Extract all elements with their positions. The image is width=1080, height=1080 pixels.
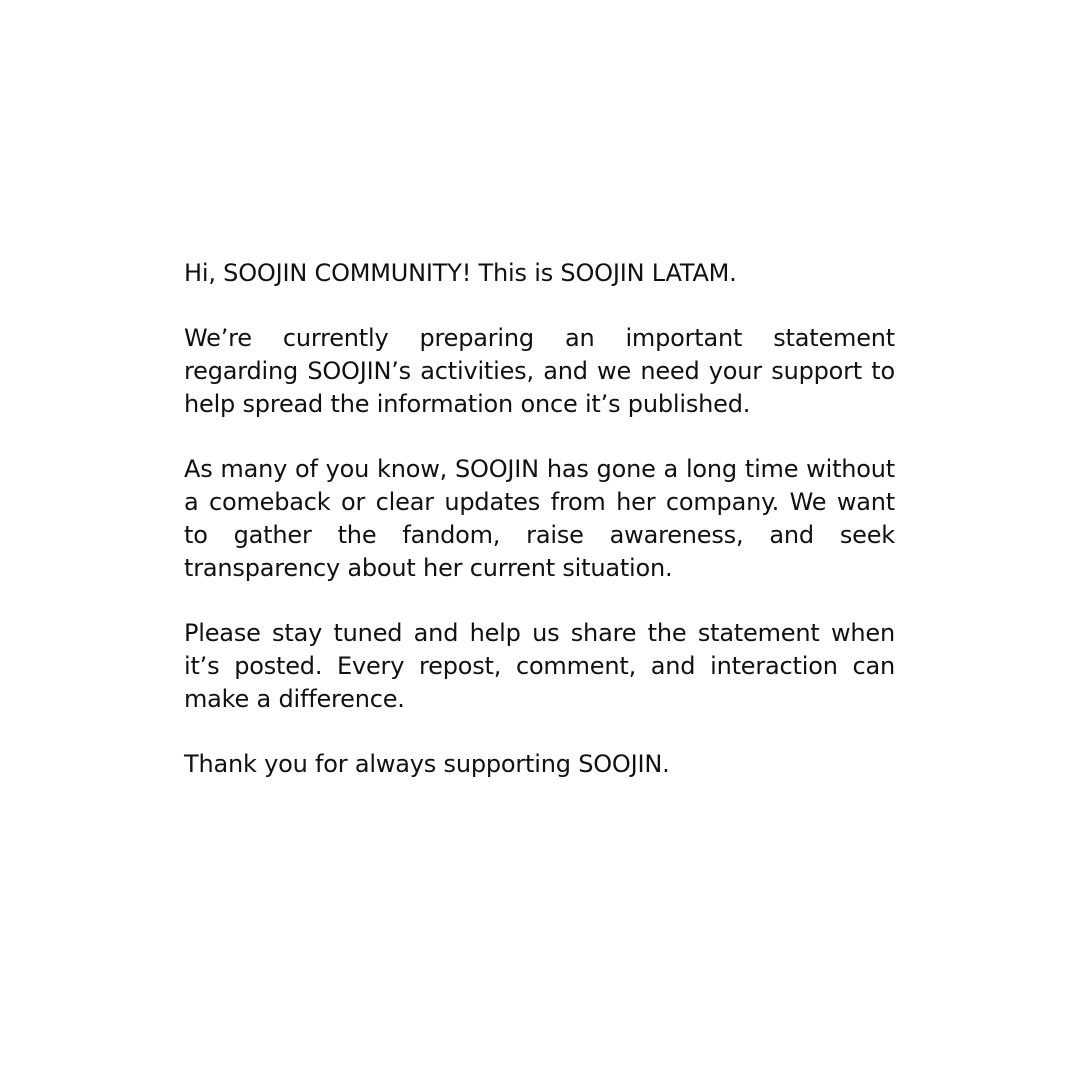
paragraph-call-to-action: Please stay tuned and help us share the statement when it’s posted. Every repost, comment, and interaction can make a difference. [184,619,895,713]
closing-line: Thank you for always supporting SOOJIN. [184,750,670,778]
paragraph-preparing-statement: We’re currently preparing an important statement regarding SOOJIN’s activities, and we need your support to help spread the information once it’s published. [184,324,895,418]
paragraph-situation: As many of you know, SOOJIN has gone a long time without a comeback or clear updates from her company. We want to gather the fandom, raise awareness, and seek transparency about her current situation. [184,455,895,582]
greeting-line: Hi, SOOJIN COMMUNITY! This is SOOJIN LATAM. [184,259,737,287]
statement-text-block [184,257,895,813]
